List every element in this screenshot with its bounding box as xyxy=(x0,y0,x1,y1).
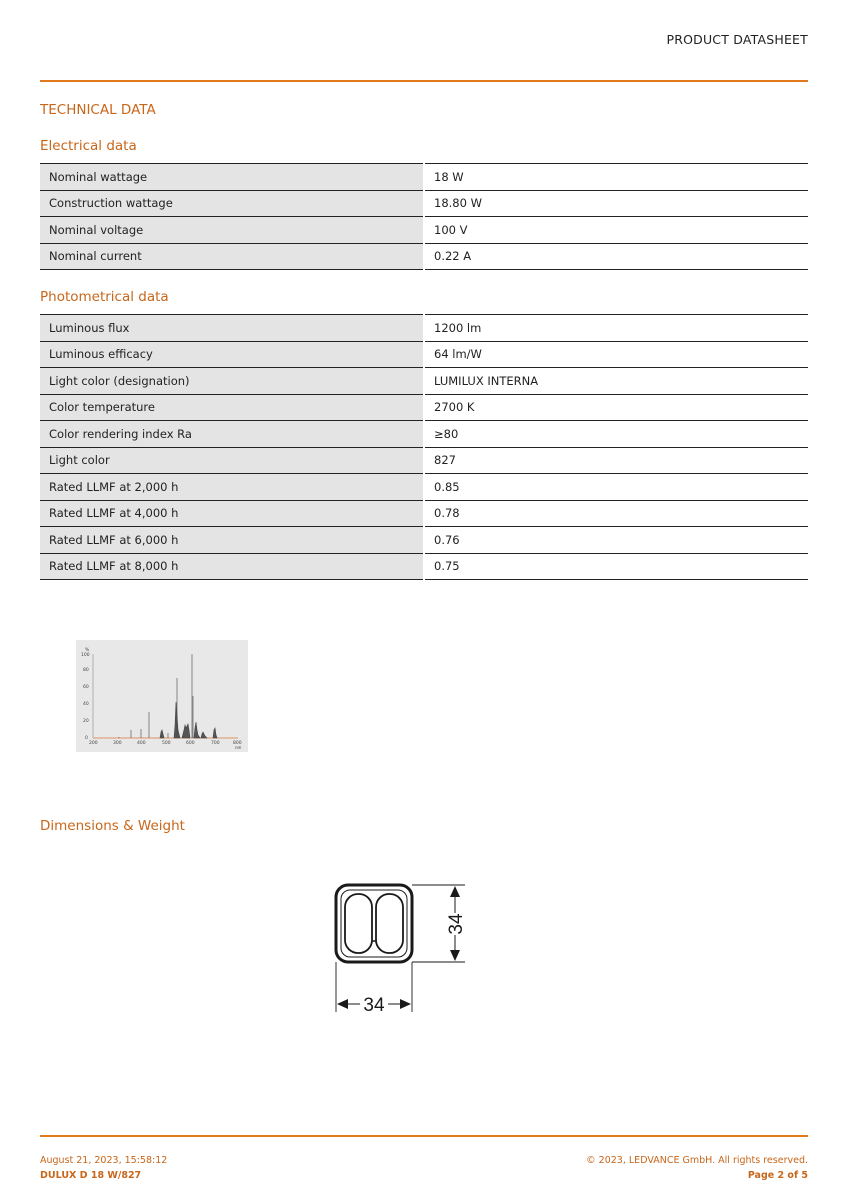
x-tick-label: 200 xyxy=(89,741,98,746)
row-label: Rated LLMF at 6,000 h xyxy=(40,527,424,554)
row-label: Rated LLMF at 2,000 h xyxy=(40,474,424,501)
dimension-drawing-svg xyxy=(330,880,470,1015)
y-tick-label: 0 xyxy=(85,736,88,741)
table-row xyxy=(40,474,808,501)
x-tick-label: 800 xyxy=(233,741,242,746)
y-tick-label: 100 xyxy=(81,653,90,658)
x-tick-label: 400 xyxy=(137,741,146,746)
row-value: 0.22 A xyxy=(424,243,808,270)
row-value: 0.78 xyxy=(424,500,808,527)
row-label: Rated LLMF at 8,000 h xyxy=(40,553,424,580)
row-value: 18 W xyxy=(424,164,808,191)
row-value: 2700 K xyxy=(424,394,808,421)
row-label: Nominal wattage xyxy=(40,164,424,191)
row-value: 0.76 xyxy=(424,527,808,554)
spectral-distribution-chart xyxy=(76,640,248,752)
table-row xyxy=(40,553,808,580)
photometrical-data-table xyxy=(40,314,808,580)
row-label: Construction wattage xyxy=(40,190,424,217)
height-dimension-label: 34 xyxy=(446,913,467,935)
spectrum-svg xyxy=(76,640,248,752)
table-row xyxy=(40,368,808,395)
row-label: Nominal current xyxy=(40,243,424,270)
electrical-data-heading: Electrical data xyxy=(40,138,137,154)
footer-page-number: Page 2 of 5 xyxy=(747,1170,808,1181)
y-unit-label: % xyxy=(85,648,90,653)
table-row xyxy=(40,164,808,191)
row-value: 827 xyxy=(424,447,808,474)
y-tick-label: 80 xyxy=(83,668,89,673)
row-label: Light color (designation) xyxy=(40,368,424,395)
row-value: LUMILUX INTERNA xyxy=(424,368,808,395)
table-row xyxy=(40,217,808,244)
row-value: 100 V xyxy=(424,217,808,244)
row-label: Light color xyxy=(40,447,424,474)
table-row xyxy=(40,190,808,217)
table-row xyxy=(40,500,808,527)
table-row xyxy=(40,394,808,421)
footer-date: August 21, 2023, 15:58:12 xyxy=(40,1155,168,1166)
row-value: ≥80 xyxy=(424,421,808,448)
table-row xyxy=(40,527,808,554)
footer-copyright: © 2023, LEDVANCE GmbH. All rights reserved. xyxy=(586,1155,808,1166)
y-tick-label: 60 xyxy=(83,685,89,690)
table-row xyxy=(40,447,808,474)
x-unit-label: nm xyxy=(235,745,242,750)
dimension-drawing xyxy=(330,880,470,1015)
x-tick-label: 300 xyxy=(113,741,122,746)
footer-divider xyxy=(40,1135,808,1137)
electrical-data-table xyxy=(40,163,808,270)
row-label: Luminous efficacy xyxy=(40,341,424,368)
technical-data-heading: TECHNICAL DATA xyxy=(40,102,156,118)
y-tick-label: 40 xyxy=(83,702,89,707)
x-tick-label: 600 xyxy=(186,741,195,746)
row-value: 0.75 xyxy=(424,553,808,580)
table-row xyxy=(40,421,808,448)
photometrical-data-heading: Photometrical data xyxy=(40,289,169,305)
y-tick-label: 20 xyxy=(83,719,89,724)
row-label: Color temperature xyxy=(40,394,424,421)
table-row xyxy=(40,341,808,368)
row-label: Rated LLMF at 4,000 h xyxy=(40,500,424,527)
width-dimension-label: 34 xyxy=(363,995,385,1015)
row-label: Luminous flux xyxy=(40,315,424,342)
row-value: 64 lm/W xyxy=(424,341,808,368)
row-value: 18.80 W xyxy=(424,190,808,217)
row-value: 0.85 xyxy=(424,474,808,501)
x-tick-label: 700 xyxy=(211,741,220,746)
header-divider xyxy=(40,80,808,82)
x-tick-label: 500 xyxy=(162,741,171,746)
dimensions-weight-heading: Dimensions & Weight xyxy=(40,818,185,834)
table-row xyxy=(40,243,808,270)
table-row xyxy=(40,315,808,342)
document-header-title: PRODUCT DATASHEET xyxy=(666,32,808,47)
footer-product-name: DULUX D 18 W/827 xyxy=(40,1170,142,1181)
row-label: Nominal voltage xyxy=(40,217,424,244)
row-value: 1200 lm xyxy=(424,315,808,342)
row-label: Color rendering index Ra xyxy=(40,421,424,448)
